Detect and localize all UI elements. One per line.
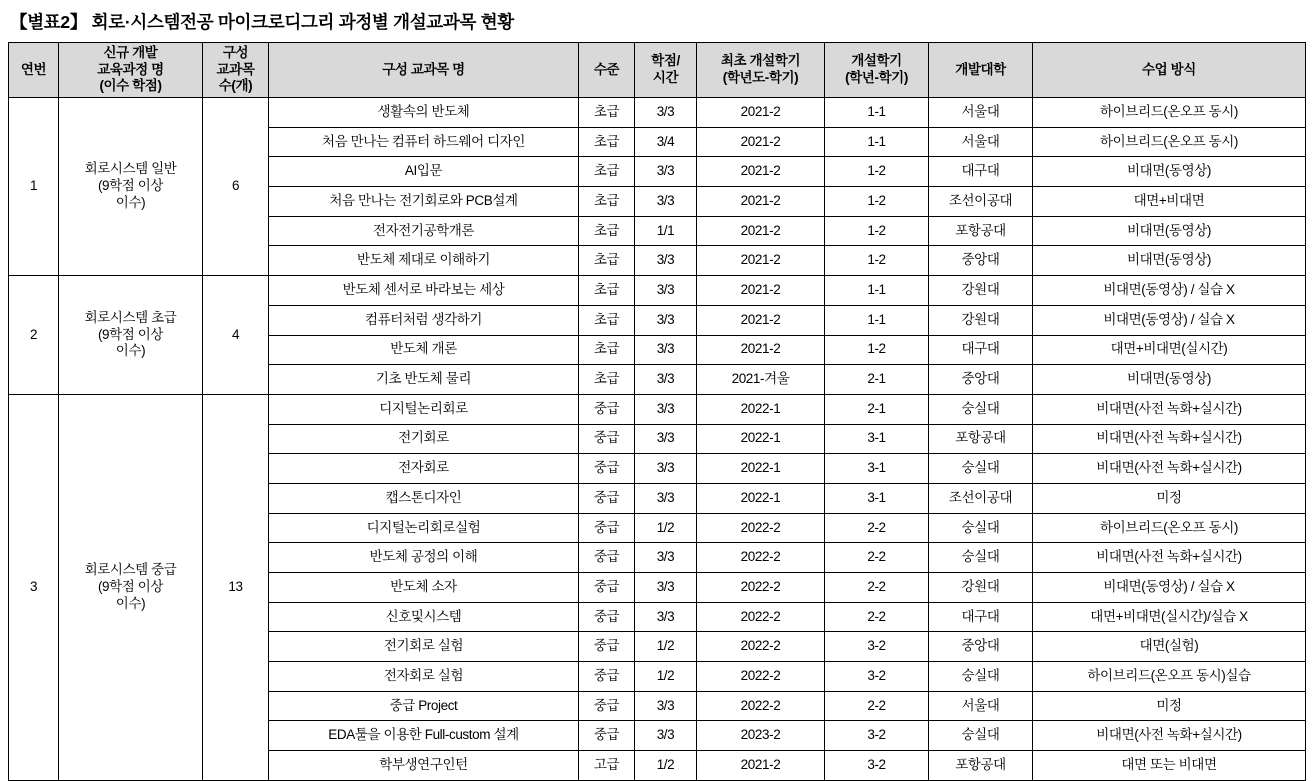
- cell-first-semester: 2022-2: [697, 513, 825, 543]
- cell-credit-hours: 1/2: [635, 662, 697, 692]
- group-subject-count: 6: [203, 98, 269, 276]
- col-header-line: 수업 방식: [1142, 61, 1196, 77]
- cell-level: 중급: [579, 543, 635, 573]
- cell-subject-name: 전기회로 실험: [269, 632, 579, 662]
- col-header-subject-count: [203, 43, 269, 98]
- cell-first-semester: 2022-2: [697, 543, 825, 573]
- cell-credit-hours: 3/3: [635, 365, 697, 395]
- cell-first-semester: 2021-2: [697, 335, 825, 365]
- cell-developing-university: 중앙대: [929, 632, 1033, 662]
- col-header-line: 시간: [652, 70, 679, 85]
- cell-open-semester: 1-1: [825, 276, 929, 306]
- cell-credit-hours: 3/3: [635, 543, 697, 573]
- cell-developing-university: 서울대: [929, 98, 1033, 128]
- cell-developing-university: 포항공대: [929, 424, 1033, 454]
- cell-open-semester: 1-2: [825, 246, 929, 276]
- cell-open-semester: 3-2: [825, 632, 929, 662]
- col-header-credit-hours: [635, 43, 697, 98]
- col-header-line: 학점/: [651, 53, 680, 69]
- col-header-line: 수준: [593, 61, 620, 77]
- group-program-name: [59, 98, 203, 276]
- cell-first-semester: 2021-2: [697, 157, 825, 187]
- cell-open-semester: 1-1: [825, 127, 929, 157]
- cell-subject-name: 반도체 개론: [269, 335, 579, 365]
- cell-credit-hours: 3/3: [635, 98, 697, 128]
- cell-first-semester: 2022-2: [697, 573, 825, 603]
- cell-developing-university: 서울대: [929, 691, 1033, 721]
- col-header-line: (학년-학기): [845, 70, 908, 85]
- cell-developing-university: 중앙대: [929, 365, 1033, 395]
- cell-developing-university: 대구대: [929, 602, 1033, 632]
- cell-subject-name: 반도체 공정의 이해: [269, 543, 579, 573]
- group-program-name-line: (9학점 이상: [97, 578, 164, 594]
- cell-level: 초급: [579, 216, 635, 246]
- group-program-name: [59, 276, 203, 395]
- cell-level: 초급: [579, 305, 635, 335]
- cell-developing-university: 숭실대: [929, 394, 1033, 424]
- cell-developing-university: 강원대: [929, 305, 1033, 335]
- cell-credit-hours: 3/3: [635, 335, 697, 365]
- cell-first-semester: 2021-2: [697, 127, 825, 157]
- cell-level: 초급: [579, 365, 635, 395]
- cell-open-semester: 2-2: [825, 513, 929, 543]
- cell-subject-name: 처음 만나는 컴퓨터 하드웨어 디자인: [269, 127, 579, 157]
- col-header-first-semester: [697, 43, 825, 98]
- cell-subject-name: 반도체 제대로 이해하기: [269, 246, 579, 276]
- cell-subject-name: 디지털논리회로실험: [269, 513, 579, 543]
- cell-first-semester: 2021-2: [697, 98, 825, 128]
- cell-open-semester: 1-2: [825, 216, 929, 246]
- cell-first-semester: 2022-2: [697, 662, 825, 692]
- table-body: [9, 98, 1306, 781]
- cell-class-method: 비대면(사전 녹화+실시간): [1033, 424, 1306, 454]
- cell-level: 초급: [579, 276, 635, 306]
- cell-credit-hours: 3/3: [635, 602, 697, 632]
- cell-class-method: 비대면(동영상) / 실습 X: [1033, 276, 1306, 306]
- cell-class-method: 비대면(동영상) / 실습 X: [1033, 573, 1306, 603]
- cell-credit-hours: 3/3: [635, 305, 697, 335]
- group-index: 1: [9, 98, 59, 276]
- col-header-subject-name: [269, 43, 579, 98]
- cell-developing-university: 포항공대: [929, 751, 1033, 781]
- group-program-name-line: 회로시스템 중급: [84, 562, 177, 578]
- cell-subject-name: 중급 Project: [269, 691, 579, 721]
- page-title: 【별표2】 회로·시스템전공 마이크로디그리 과정별 개설교과목 현황: [10, 12, 514, 32]
- cell-class-method: 하이브리드(온오프 동시): [1033, 513, 1306, 543]
- cell-subject-name: EDA툴을 이용한 Full-custom 설계: [269, 721, 579, 751]
- cell-first-semester: 2022-2: [697, 691, 825, 721]
- cell-subject-name: 전기회로: [269, 424, 579, 454]
- col-header-developing-university: [929, 43, 1033, 98]
- cell-class-method: 비대면(동영상): [1033, 157, 1306, 187]
- group-program-name-line: (9학점 이상: [97, 326, 164, 342]
- col-header-line: 개설학기: [851, 53, 902, 69]
- cell-class-method: 대면+비대면(실시간): [1033, 335, 1306, 365]
- cell-class-method: 비대면(사전 녹화+실시간): [1033, 394, 1306, 424]
- cell-credit-hours: 3/3: [635, 187, 697, 217]
- cell-open-semester: 2-2: [825, 691, 929, 721]
- cell-open-semester: 3-2: [825, 721, 929, 751]
- cell-level: 중급: [579, 424, 635, 454]
- col-header-index: [9, 43, 59, 98]
- group-program-name-line: 회로시스템 일반: [84, 161, 177, 177]
- cell-developing-university: 강원대: [929, 276, 1033, 306]
- cell-subject-name: 반도체 소자: [269, 573, 579, 603]
- cell-developing-university: 중앙대: [929, 246, 1033, 276]
- cell-first-semester: 2022-1: [697, 424, 825, 454]
- col-header-open-semester: [825, 43, 929, 98]
- cell-class-method: 미정: [1033, 691, 1306, 721]
- cell-credit-hours: 3/3: [635, 721, 697, 751]
- col-header-line: 구성 교과목 명: [382, 61, 465, 77]
- cell-credit-hours: 1/2: [635, 751, 697, 781]
- cell-credit-hours: 3/3: [635, 691, 697, 721]
- cell-level: 초급: [579, 127, 635, 157]
- cell-first-semester: 2022-1: [697, 394, 825, 424]
- curriculum-table: [8, 42, 1306, 781]
- cell-open-semester: 3-1: [825, 424, 929, 454]
- group-program-name: [59, 394, 203, 780]
- col-header-program-name: [59, 43, 203, 98]
- cell-subject-name: 전자회로: [269, 454, 579, 484]
- header-row: [9, 43, 1306, 98]
- cell-subject-name: 생활속의 반도체: [269, 98, 579, 128]
- cell-open-semester: 3-1: [825, 483, 929, 513]
- cell-developing-university: 조선이공대: [929, 187, 1033, 217]
- cell-open-semester: 3-1: [825, 454, 929, 484]
- col-header-line: 최초 개설학기: [720, 53, 801, 69]
- col-header-line: 구성: [222, 44, 249, 60]
- cell-first-semester: 2022-1: [697, 454, 825, 484]
- cell-class-method: 대면+비대면(실시간)/실습 X: [1033, 602, 1306, 632]
- cell-credit-hours: 3/4: [635, 127, 697, 157]
- cell-class-method: 비대면(사전 녹화+실시간): [1033, 454, 1306, 484]
- cell-credit-hours: 1/2: [635, 632, 697, 662]
- col-header-line: 교육과정 명: [97, 61, 164, 77]
- group-index: 3: [9, 394, 59, 780]
- cell-subject-name: 기초 반도체 물리: [269, 365, 579, 395]
- col-header-class-method: [1033, 43, 1306, 98]
- col-header-line: (이수 학점): [99, 78, 162, 94]
- cell-credit-hours: 3/3: [635, 157, 697, 187]
- cell-class-method: 비대면(동영상): [1033, 246, 1306, 276]
- cell-level: 초급: [579, 335, 635, 365]
- cell-developing-university: 숭실대: [929, 543, 1033, 573]
- cell-credit-hours: 3/3: [635, 246, 697, 276]
- cell-class-method: 대면+비대면: [1033, 187, 1306, 217]
- cell-credit-hours: 3/3: [635, 394, 697, 424]
- cell-first-semester: 2022-2: [697, 632, 825, 662]
- cell-open-semester: 1-2: [825, 187, 929, 217]
- cell-class-method: 대면(실험): [1033, 632, 1306, 662]
- cell-class-method: 하이브리드(온오프 동시): [1033, 127, 1306, 157]
- cell-level: 고급: [579, 751, 635, 781]
- cell-subject-name: 전자회로 실험: [269, 662, 579, 692]
- cell-level: 중급: [579, 513, 635, 543]
- cell-level: 중급: [579, 483, 635, 513]
- cell-developing-university: 대구대: [929, 335, 1033, 365]
- cell-open-semester: 2-2: [825, 543, 929, 573]
- col-header-line: (학년도-학기): [722, 70, 799, 85]
- cell-open-semester: 2-2: [825, 602, 929, 632]
- cell-open-semester: 2-1: [825, 365, 929, 395]
- cell-credit-hours: 3/3: [635, 276, 697, 306]
- cell-first-semester: 2022-2: [697, 602, 825, 632]
- cell-open-semester: 1-1: [825, 305, 929, 335]
- cell-credit-hours: 3/3: [635, 424, 697, 454]
- table-row: [9, 276, 1306, 306]
- cell-level: 중급: [579, 573, 635, 603]
- group-program-name-line: 회로시스템 초급: [84, 309, 177, 325]
- cell-class-method: 비대면(동영상): [1033, 365, 1306, 395]
- group-program-name-line: (9학점 이상: [97, 178, 164, 194]
- cell-class-method: 비대면(동영상): [1033, 216, 1306, 246]
- cell-developing-university: 숭실대: [929, 513, 1033, 543]
- cell-level: 초급: [579, 98, 635, 128]
- cell-first-semester: 2021-겨울: [697, 365, 825, 395]
- cell-level: 초급: [579, 246, 635, 276]
- cell-level: 초급: [579, 157, 635, 187]
- cell-class-method: 비대면(사전 녹화+실시간): [1033, 543, 1306, 573]
- cell-class-method: 하이브리드(온오프 동시): [1033, 98, 1306, 128]
- cell-open-semester: 3-2: [825, 751, 929, 781]
- cell-class-method: 하이브리드(온오프 동시)실습: [1033, 662, 1306, 692]
- group-program-name-line: 이수): [115, 595, 146, 611]
- col-header-line: 연번: [20, 61, 47, 77]
- cell-developing-university: 숭실대: [929, 454, 1033, 484]
- cell-level: 중급: [579, 662, 635, 692]
- cell-subject-name: 전자전기공학개론: [269, 216, 579, 246]
- cell-subject-name: AI입문: [269, 157, 579, 187]
- cell-open-semester: 3-2: [825, 662, 929, 692]
- cell-level: 중급: [579, 454, 635, 484]
- col-header-line: 수(개): [218, 78, 253, 94]
- cell-developing-university: 숭실대: [929, 721, 1033, 751]
- cell-developing-university: 강원대: [929, 573, 1033, 603]
- cell-subject-name: 반도체 센서로 바라보는 세상: [269, 276, 579, 306]
- cell-developing-university: 조선이공대: [929, 483, 1033, 513]
- cell-credit-hours: 1/2: [635, 513, 697, 543]
- cell-level: 중급: [579, 691, 635, 721]
- cell-first-semester: 2022-1: [697, 483, 825, 513]
- cell-subject-name: 신호및시스템: [269, 602, 579, 632]
- cell-level: 중급: [579, 394, 635, 424]
- table-header: [9, 43, 1306, 98]
- cell-open-semester: 1-2: [825, 335, 929, 365]
- cell-subject-name: 캡스톤디자인: [269, 483, 579, 513]
- cell-subject-name: 학부생연구인턴: [269, 751, 579, 781]
- cell-class-method: 미정: [1033, 483, 1306, 513]
- table-row: [9, 394, 1306, 424]
- cell-level: 중급: [579, 632, 635, 662]
- cell-subject-name: 컴퓨터처럼 생각하기: [269, 305, 579, 335]
- cell-first-semester: 2023-2: [697, 721, 825, 751]
- col-header-line: 교과목: [216, 61, 255, 77]
- group-subject-count: 13: [203, 394, 269, 780]
- col-header-level: [579, 43, 635, 98]
- cell-first-semester: 2021-2: [697, 276, 825, 306]
- cell-credit-hours: 3/3: [635, 454, 697, 484]
- table-row: [9, 98, 1306, 128]
- cell-credit-hours: 1/1: [635, 216, 697, 246]
- col-header-line: 개발대학: [955, 61, 1006, 77]
- cell-developing-university: 숭실대: [929, 662, 1033, 692]
- cell-subject-name: 디지털논리회로: [269, 394, 579, 424]
- group-program-name-line: 이수): [115, 343, 146, 359]
- cell-subject-name: 처음 만나는 전기회로와 PCB설계: [269, 187, 579, 217]
- cell-class-method: 대면 또는 비대면: [1033, 751, 1306, 781]
- cell-first-semester: 2021-2: [697, 246, 825, 276]
- cell-first-semester: 2021-2: [697, 216, 825, 246]
- cell-level: 중급: [579, 721, 635, 751]
- cell-first-semester: 2021-2: [697, 751, 825, 781]
- cell-open-semester: 2-1: [825, 394, 929, 424]
- cell-class-method: 비대면(동영상) / 실습 X: [1033, 305, 1306, 335]
- cell-open-semester: 1-1: [825, 98, 929, 128]
- cell-credit-hours: 3/3: [635, 483, 697, 513]
- cell-open-semester: 2-2: [825, 573, 929, 603]
- cell-level: 중급: [579, 602, 635, 632]
- cell-level: 초급: [579, 187, 635, 217]
- cell-developing-university: 포항공대: [929, 216, 1033, 246]
- cell-developing-university: 대구대: [929, 157, 1033, 187]
- cell-first-semester: 2021-2: [697, 305, 825, 335]
- cell-first-semester: 2021-2: [697, 187, 825, 217]
- group-subject-count: 4: [203, 276, 269, 395]
- group-program-name-line: 이수): [115, 195, 146, 210]
- cell-developing-university: 서울대: [929, 127, 1033, 157]
- cell-credit-hours: 3/3: [635, 573, 697, 603]
- cell-class-method: 비대면(사전 녹화+실시간): [1033, 721, 1306, 751]
- group-index: 2: [9, 276, 59, 395]
- cell-open-semester: 1-2: [825, 157, 929, 187]
- col-header-line: 신규 개발: [103, 44, 158, 60]
